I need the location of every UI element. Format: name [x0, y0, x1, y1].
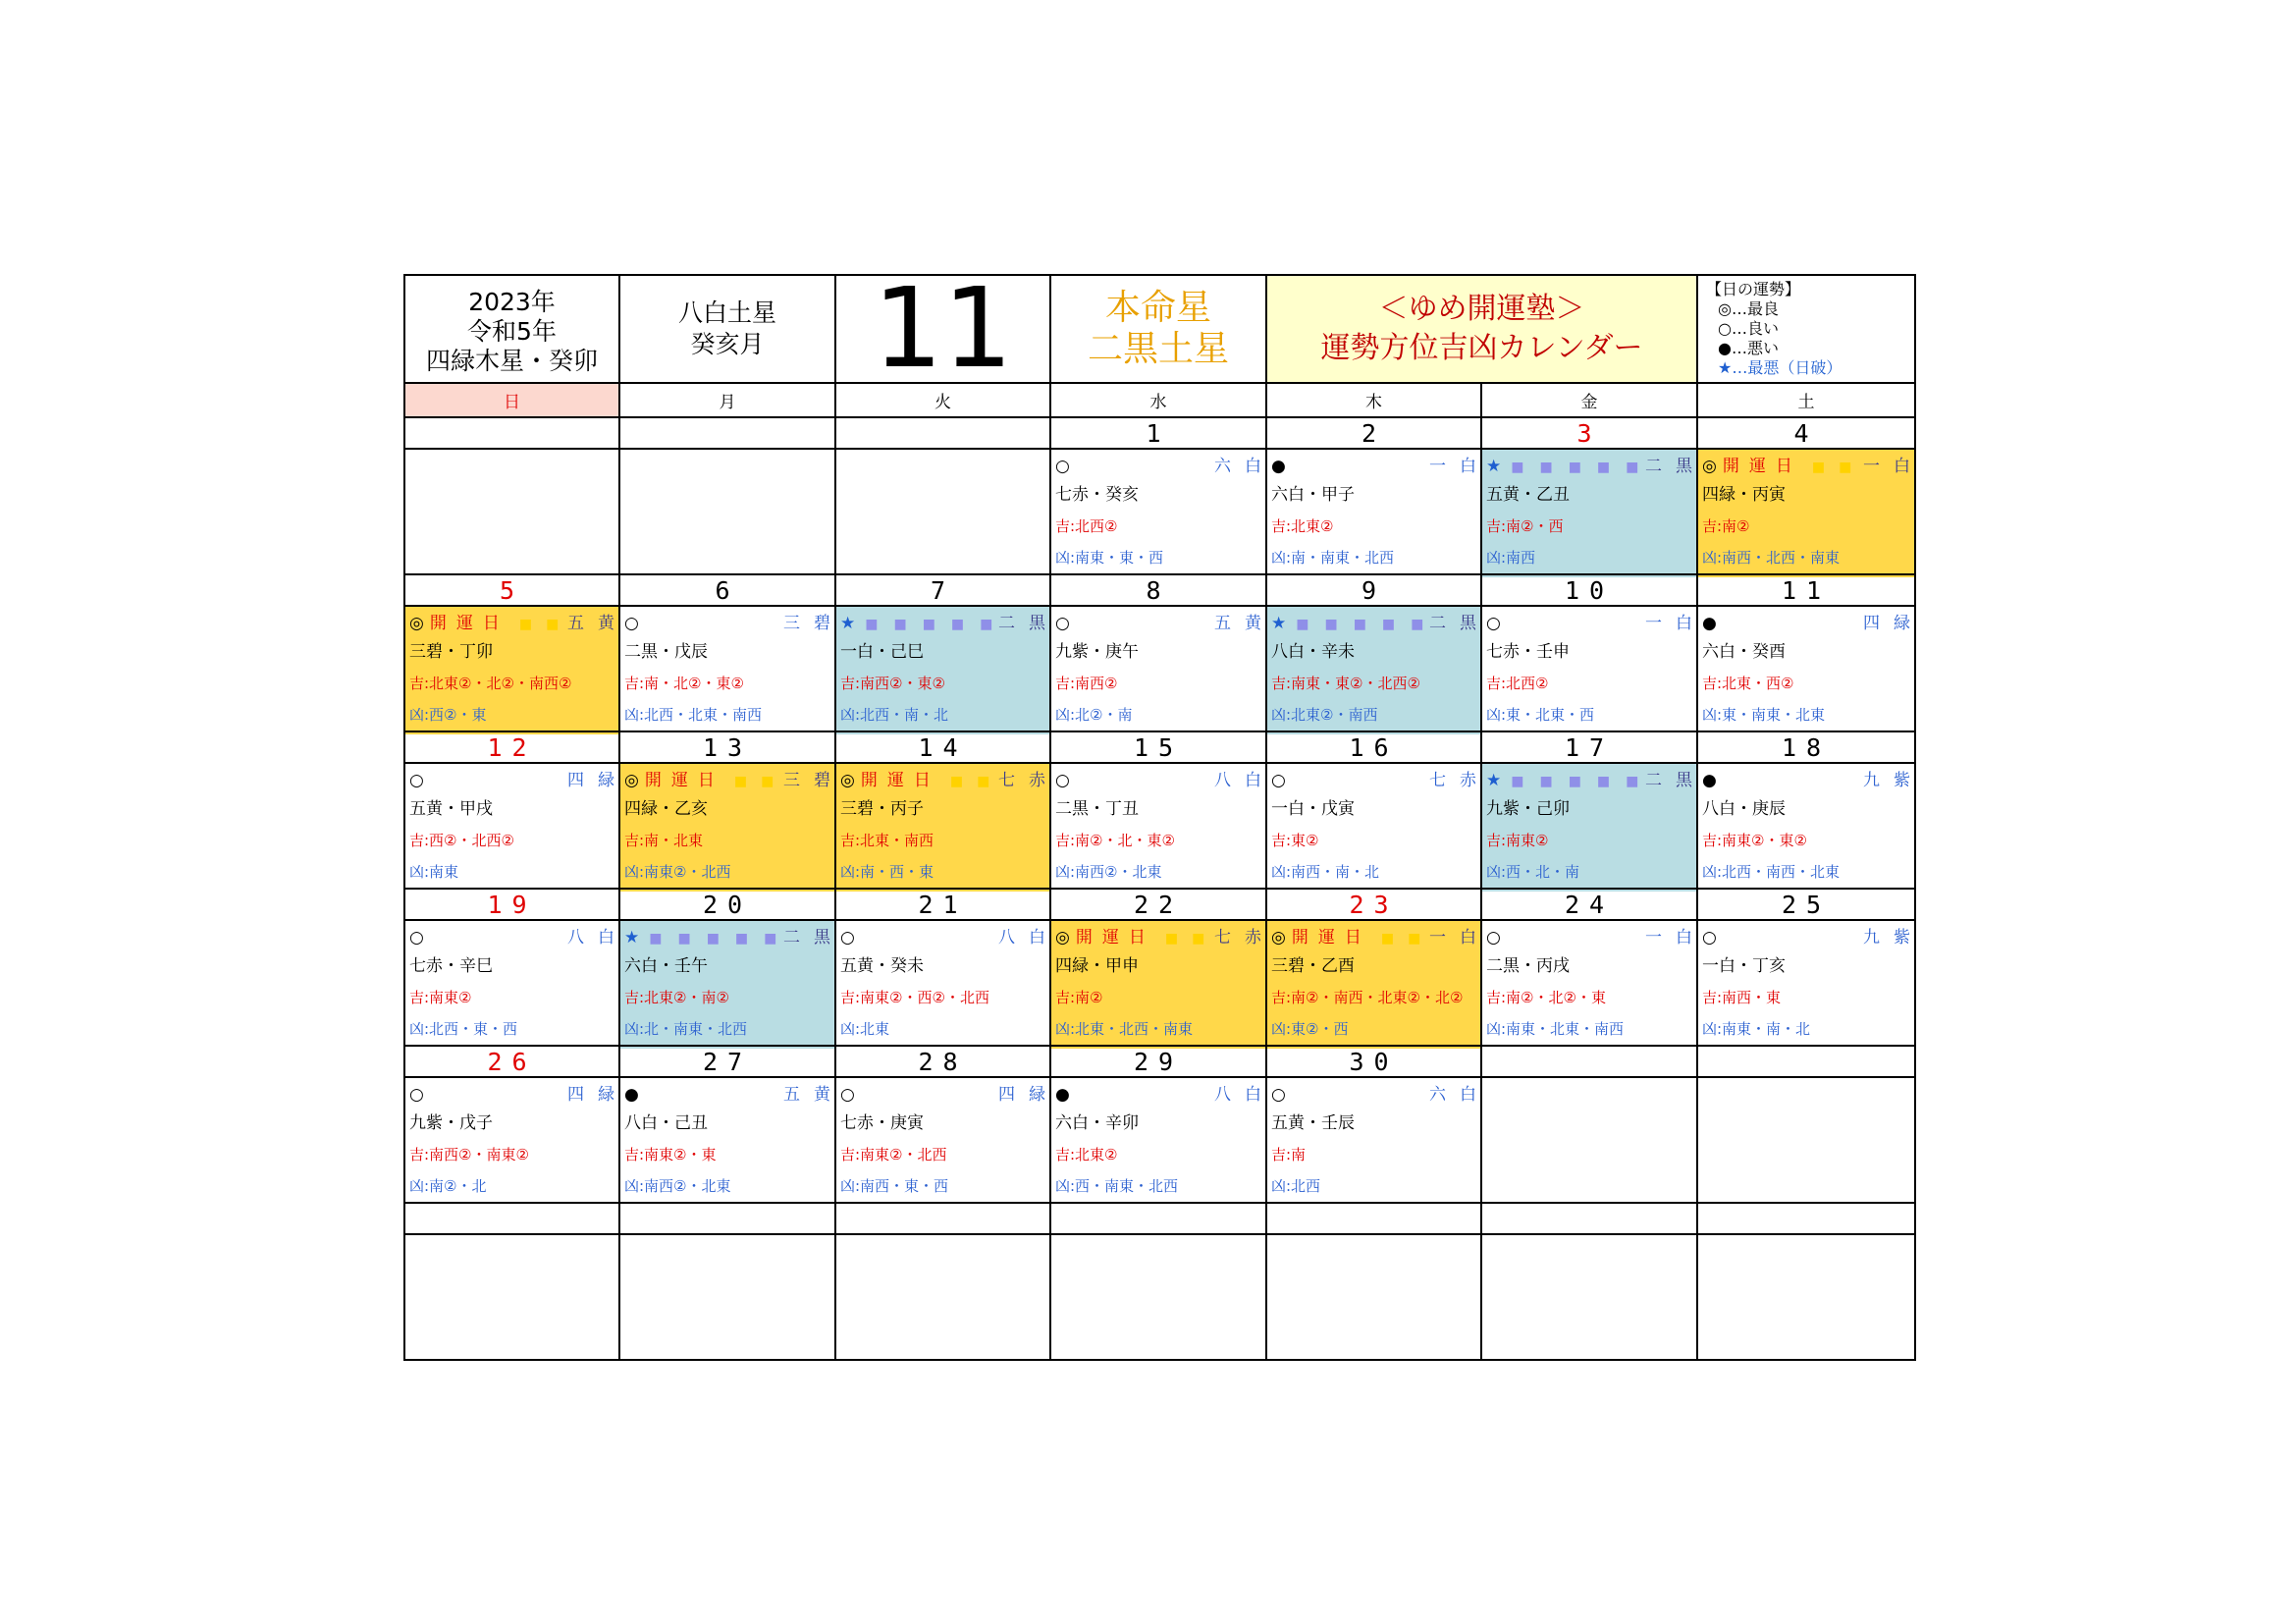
daily-kyusei: 八白: [998, 928, 1059, 947]
year-star-label: 四緑木星・癸卯: [425, 347, 598, 375]
day-star-kanshi: 五黄・壬辰: [1271, 1113, 1355, 1133]
unlucky-directions: 凶:北西・北東・南西: [624, 706, 763, 724]
day-detail-row: [404, 1234, 1915, 1360]
lucky-directions: 吉:南西②: [1055, 675, 1118, 692]
day-cell: [1697, 1234, 1915, 1360]
daily-kyusei: 四緑: [567, 771, 628, 790]
unlucky-directions: 凶:南東・南・北: [1702, 1020, 1811, 1038]
day-cell: [404, 1077, 628, 1203]
daily-kyusei: 八白: [567, 928, 628, 947]
unlucky-directions: 凶:東・北東・西: [1486, 706, 1595, 724]
daily-kyusei: 一白: [1863, 457, 1924, 476]
blue-square-icon: ■■■■■: [1511, 460, 1655, 475]
kaiun-label: 開運日: [1722, 457, 1802, 476]
bad-day-icon: ●: [1702, 614, 1717, 633]
best-day-icon: ◎: [409, 614, 424, 633]
day-number: 10: [1481, 574, 1697, 606]
worst-day-icon: ★: [840, 614, 856, 633]
day-cell: [404, 763, 628, 889]
day-number: 5: [404, 574, 619, 606]
daily-kyusei: 四緑: [567, 1085, 628, 1105]
bad-day-icon: ●: [624, 1085, 639, 1105]
daily-kyusei: 五黄: [1214, 614, 1275, 633]
good-day-icon: ○: [840, 928, 855, 947]
daily-kyusei: 三碧: [783, 614, 844, 633]
lucky-directions: 吉:北西②: [1486, 675, 1549, 692]
day-star-kanshi: 二黒・丙戌: [1486, 956, 1570, 976]
day-star-kanshi: 八白・庚辰: [1702, 799, 1786, 819]
day-number: 11: [1697, 574, 1915, 606]
lucky-directions: 吉:南: [1271, 1146, 1307, 1164]
day-number: 8: [1050, 574, 1266, 606]
blue-square-icon: ■■■■■: [1511, 774, 1655, 789]
month-kanshi-label: 癸亥月: [690, 330, 765, 358]
yellow-square-icon: ■■: [1164, 931, 1219, 947]
day-number: 25: [1697, 889, 1915, 920]
lucky-directions: 吉:北東②・南②: [624, 989, 729, 1006]
day-number: 18: [1697, 731, 1915, 763]
day-cell: [619, 920, 844, 1046]
day-cell: [1481, 920, 1706, 1046]
worst-day-icon: ★: [1486, 771, 1502, 790]
day-number: [1697, 1046, 1915, 1077]
day-number: 26: [404, 1046, 619, 1077]
legend-bad: ●…悪い: [1718, 339, 1779, 357]
unlucky-directions: 凶:南②・北: [409, 1177, 487, 1195]
day-cell: [1266, 1234, 1481, 1360]
lucky-directions: 吉:南東②: [1486, 832, 1549, 849]
unlucky-directions: 凶:南東・東・西: [1055, 549, 1164, 567]
yellow-square-icon: ■■: [949, 774, 1004, 789]
lucky-directions: 吉:南②: [1055, 989, 1103, 1006]
unlucky-directions: 凶:南・西・東: [840, 863, 934, 881]
weekday-fri: 金: [1481, 383, 1697, 417]
unlucky-directions: 凶:北・南東・北西: [624, 1020, 748, 1038]
day-star-kanshi: 六白・甲子: [1271, 485, 1355, 505]
day-number: 3: [1481, 417, 1697, 449]
daily-kyusei: 一白: [1645, 614, 1706, 633]
day-star-kanshi: 二黒・丁丑: [1055, 799, 1139, 819]
good-day-icon: ○: [409, 1085, 424, 1105]
daily-kyusei: 七赤: [998, 771, 1059, 790]
day-cell: [1050, 763, 1275, 889]
daily-kyusei: 四緑: [998, 1085, 1059, 1105]
day-number: 17: [1481, 731, 1697, 763]
day-number: 27: [619, 1046, 835, 1077]
unlucky-directions: 凶:南西・東・西: [840, 1177, 949, 1195]
day-cell: [1697, 449, 1924, 574]
day-number: 29: [1050, 1046, 1266, 1077]
yellow-square-icon: ■■: [1811, 460, 1866, 475]
unlucky-directions: 凶:西・北・南: [1486, 863, 1580, 881]
day-number: 4: [1697, 417, 1915, 449]
unlucky-directions: 凶:南東②・北西: [624, 863, 731, 881]
day-star-kanshi: 九紫・庚午: [1055, 642, 1139, 662]
daily-kyusei: 六白: [1429, 1085, 1490, 1105]
unlucky-directions: 凶:南西: [1486, 549, 1536, 567]
unlucky-directions: 凶:北②・南: [1055, 706, 1133, 724]
unlucky-directions: 凶:北西・南西・北東: [1702, 863, 1841, 881]
day-detail-row: [404, 920, 1915, 1046]
day-cell: [835, 763, 1059, 889]
day-cell: [1050, 606, 1275, 731]
day-star-kanshi: 七赤・辛巳: [409, 956, 493, 976]
day-number-row: [404, 417, 1915, 449]
day-cell: [619, 1234, 835, 1360]
kaiun-label: 開運日: [429, 614, 509, 633]
day-cell: [835, 920, 1059, 1046]
lucky-directions: 吉:南東・東②・北西②: [1271, 675, 1420, 692]
day-number: 14: [835, 731, 1050, 763]
day-cell: [835, 449, 1050, 574]
day-cell: [1050, 1234, 1266, 1360]
legend-title: 【日の運勢】: [1706, 280, 1801, 298]
lucky-directions: 吉:南東②・東②: [1702, 832, 1807, 849]
lucky-directions: 吉:南西・東: [1702, 989, 1782, 1006]
lucky-directions: 吉:南②: [1702, 517, 1750, 535]
day-cell: [1266, 920, 1490, 1046]
kaiun-label: 開運日: [644, 771, 724, 790]
bad-day-icon: ●: [1702, 771, 1717, 790]
worst-day-icon: ★: [1271, 614, 1287, 633]
day-cell: [1266, 1077, 1490, 1203]
title-box: [1266, 275, 1697, 383]
day-number-row: [404, 731, 1915, 763]
day-cell: [1481, 1077, 1697, 1203]
yellow-square-icon: ■■: [1380, 931, 1435, 947]
day-number-row: [404, 889, 1915, 920]
day-star-kanshi: 六白・辛卯: [1055, 1113, 1139, 1133]
unlucky-directions: 凶:南西・南・北: [1271, 863, 1380, 881]
good-day-icon: ○: [624, 614, 639, 633]
month-star-label: 八白土星: [677, 298, 776, 327]
lucky-directions: 吉:南・北②・東②: [624, 675, 744, 692]
daily-kyusei: 七赤: [1429, 771, 1490, 790]
daily-kyusei: 一白: [1429, 457, 1490, 476]
title-line-2: 運勢方位吉凶カレンダー: [1320, 331, 1643, 365]
day-star-kanshi: 一白・己巳: [840, 642, 924, 662]
day-star-kanshi: 六白・癸酉: [1702, 642, 1786, 662]
best-day-icon: ◎: [1702, 457, 1717, 476]
lucky-directions: 吉:南東②・西②・北西: [840, 989, 989, 1006]
good-day-icon: ○: [1271, 771, 1286, 790]
good-day-icon: ○: [1486, 928, 1501, 947]
legend-best: ◎…最良: [1718, 299, 1779, 318]
title-line-1: ＜ゆめ開運塾＞: [1378, 292, 1585, 326]
daily-kyusei: 三碧: [783, 771, 844, 790]
day-star-kanshi: 七赤・癸亥: [1055, 485, 1139, 505]
unlucky-directions: 凶:東・南東・北東: [1702, 706, 1826, 724]
unlucky-directions: 凶:西・南東・北西: [1055, 1177, 1179, 1195]
legend-good: ○…良い: [1718, 319, 1779, 338]
legend-worst: ★…最悪（日破）: [1718, 358, 1842, 377]
unlucky-directions: 凶:北東②・南西: [1271, 706, 1378, 724]
day-cell: [1697, 920, 1924, 1046]
era-label: 令和5年: [467, 317, 557, 346]
day-number: [1697, 1203, 1915, 1234]
day-number: 15: [1050, 731, 1266, 763]
unlucky-directions: 凶:南西②・北東: [1055, 863, 1162, 881]
good-day-icon: ○: [1055, 457, 1070, 476]
day-star-kanshi: 六白・壬午: [624, 956, 708, 976]
good-day-icon: ○: [1055, 614, 1070, 633]
honmei-box: [1050, 275, 1266, 383]
daily-kyusei: 八白: [1214, 771, 1275, 790]
day-star-kanshi: 二黒・戊辰: [624, 642, 708, 662]
day-number: [1050, 1203, 1266, 1234]
day-number-row: [404, 1046, 1915, 1077]
good-day-icon: ○: [1271, 1085, 1286, 1105]
day-detail-row: [404, 1077, 1915, 1203]
day-cell: [1050, 920, 1275, 1046]
day-cell: [404, 1234, 619, 1360]
day-star-kanshi: 七赤・庚寅: [840, 1113, 924, 1133]
day-number: 24: [1481, 889, 1697, 920]
day-star-kanshi: 五黄・癸未: [840, 956, 924, 976]
daily-kyusei: 五黄: [783, 1085, 844, 1105]
daily-kyusei: 九紫: [1863, 928, 1924, 947]
unlucky-directions: 凶:南・南東・北西: [1271, 549, 1395, 567]
day-number: 19: [404, 889, 619, 920]
day-star-kanshi: 八白・辛未: [1271, 642, 1355, 662]
day-number: [619, 417, 835, 449]
daily-kyusei: 八白: [1214, 1085, 1275, 1105]
bad-day-icon: ●: [1271, 457, 1286, 476]
weekday-row: [404, 383, 1915, 417]
good-day-icon: ○: [1702, 928, 1717, 947]
unlucky-directions: 凶:西②・東: [409, 706, 487, 724]
day-number: 2: [1266, 417, 1481, 449]
day-number: [1481, 1203, 1697, 1234]
legend-box: [1697, 275, 1915, 383]
weekday-sun: 日: [404, 383, 619, 417]
lucky-directions: 吉:北東②: [1271, 517, 1334, 535]
day-cell: [835, 1077, 1059, 1203]
day-cell: [619, 763, 844, 889]
honmei-star: 二黒土星: [1087, 329, 1229, 369]
day-star-kanshi: 三碧・丁卯: [409, 642, 493, 662]
day-cell: [1481, 449, 1706, 574]
day-cell: [404, 606, 628, 731]
unlucky-directions: 凶:北西・東・西: [409, 1020, 518, 1038]
unlucky-directions: 凶:南東・北東・南西: [1486, 1020, 1625, 1038]
blue-square-icon: ■■■■■: [649, 931, 793, 947]
lucky-directions: 吉:南東②: [409, 989, 472, 1006]
daily-kyusei: 二黒: [783, 928, 844, 947]
lucky-directions: 吉:南②・西: [1486, 517, 1564, 535]
daily-kyusei: 六白: [1214, 457, 1275, 476]
day-star-kanshi: 五黄・甲戌: [409, 799, 493, 819]
lucky-directions: 吉:南②・南西・北東②・北②: [1271, 989, 1464, 1006]
daily-kyusei: 二黒: [998, 614, 1059, 633]
day-number: 22: [1050, 889, 1266, 920]
daily-kyusei: 二黒: [1645, 771, 1706, 790]
day-number: 6: [619, 574, 835, 606]
lucky-directions: 吉:北東・西②: [1702, 675, 1794, 692]
day-cell: [1697, 763, 1924, 889]
lucky-directions: 吉:北東・南西: [840, 832, 934, 849]
year-label: 2023年: [468, 288, 556, 316]
daily-kyusei: 五黄: [567, 614, 628, 633]
good-day-icon: ○: [840, 1085, 855, 1105]
lucky-directions: 吉:西②・北西②: [409, 832, 514, 849]
daily-kyusei: 一白: [1429, 928, 1490, 947]
day-star-kanshi: 三碧・丙子: [840, 799, 924, 819]
kaiun-label: 開運日: [1291, 928, 1371, 947]
lucky-directions: 吉:南②・北②・東: [1486, 989, 1606, 1006]
bad-day-icon: ●: [1055, 1085, 1070, 1105]
day-star-kanshi: 九紫・戊子: [409, 1113, 493, 1133]
month-number: 11: [873, 265, 1013, 393]
day-number: [1481, 1046, 1697, 1077]
daily-kyusei: 七赤: [1214, 928, 1275, 947]
good-day-icon: ○: [409, 928, 424, 947]
blue-square-icon: ■■■■■: [1296, 617, 1440, 632]
day-number: [404, 1203, 619, 1234]
day-cell: [835, 1234, 1050, 1360]
lucky-directions: 吉:北西②: [1055, 517, 1118, 535]
day-number: [404, 417, 619, 449]
day-cell: [1481, 1234, 1697, 1360]
day-detail-row: [404, 606, 1915, 731]
day-detail-row: [404, 449, 1915, 574]
day-cell: [619, 606, 844, 731]
yellow-square-icon: ■■: [733, 774, 788, 789]
good-day-icon: ○: [1486, 614, 1501, 633]
weekday-sat: 土: [1697, 383, 1915, 417]
day-star-kanshi: 九紫・己卯: [1486, 799, 1570, 819]
lucky-directions: 吉:南東②・北西: [840, 1146, 947, 1164]
day-cell: [1481, 606, 1706, 731]
unlucky-directions: 凶:北西: [1271, 1177, 1321, 1195]
yellow-square-icon: ■■: [518, 617, 573, 632]
day-cell: [1697, 1077, 1915, 1203]
day-cell: [1266, 449, 1490, 574]
good-day-icon: ○: [1055, 771, 1070, 790]
year-box: [404, 275, 619, 383]
day-number: 9: [1266, 574, 1481, 606]
weekday-thu: 木: [1266, 383, 1481, 417]
kaiun-label: 開運日: [860, 771, 940, 790]
lucky-directions: 吉:北東②・北②・南西②: [409, 675, 572, 692]
day-number: 12: [404, 731, 619, 763]
day-number: 7: [835, 574, 1050, 606]
best-day-icon: ◎: [840, 771, 855, 790]
header-row: [404, 275, 1915, 383]
day-cell: [1266, 606, 1490, 731]
day-star-kanshi: 一白・丁亥: [1702, 956, 1786, 976]
daily-kyusei: 四緑: [1863, 614, 1924, 633]
day-cell: [1266, 763, 1490, 889]
day-cell: [1481, 763, 1706, 889]
day-cell: [835, 606, 1059, 731]
day-star-kanshi: 七赤・壬申: [1486, 642, 1570, 662]
day-number-row: [404, 1203, 1915, 1234]
honmei-label: 本命星: [1104, 288, 1211, 328]
lucky-directions: 吉:南西②・南東②: [409, 1146, 529, 1164]
day-number: [835, 417, 1050, 449]
month-star-box: [619, 275, 835, 383]
best-day-icon: ◎: [1271, 928, 1286, 947]
unlucky-directions: 凶:南西・北西・南東: [1702, 549, 1841, 567]
daily-kyusei: 二黒: [1645, 457, 1706, 476]
day-number: 23: [1266, 889, 1481, 920]
day-number-row: [404, 574, 1915, 606]
daily-kyusei: 二黒: [1429, 614, 1490, 633]
kaiun-label: 開運日: [1075, 928, 1155, 947]
lucky-directions: 吉:東②: [1271, 832, 1319, 849]
fortune-calendar: [403, 265, 1924, 1361]
good-day-icon: ○: [409, 771, 424, 790]
unlucky-directions: 凶:北東: [840, 1020, 890, 1038]
day-star-kanshi: 五黄・乙丑: [1486, 485, 1570, 505]
day-cell: [404, 920, 628, 1046]
best-day-icon: ◎: [1055, 928, 1070, 947]
worst-day-icon: ★: [1486, 457, 1502, 476]
day-cell: [619, 449, 835, 574]
day-number: 1: [1050, 417, 1266, 449]
day-star-kanshi: 三碧・乙酉: [1271, 956, 1355, 976]
day-star-kanshi: 四緑・乙亥: [624, 799, 708, 819]
unlucky-directions: 凶:北西・南・北: [840, 706, 949, 724]
day-detail-row: [404, 763, 1915, 889]
unlucky-directions: 凶:東②・西: [1271, 1020, 1349, 1038]
weekday-wed: 水: [1050, 383, 1266, 417]
lucky-directions: 吉:南東②・東: [624, 1146, 717, 1164]
lucky-directions: 吉:南西②・東②: [840, 675, 945, 692]
day-number: [835, 1203, 1050, 1234]
day-star-kanshi: 四緑・丙寅: [1702, 485, 1786, 505]
day-number: 20: [619, 889, 835, 920]
daily-kyusei: 九紫: [1863, 771, 1924, 790]
unlucky-directions: 凶:北東・北西・南東: [1055, 1020, 1194, 1038]
lucky-directions: 吉:南・北東: [624, 832, 704, 849]
day-star-kanshi: 一白・戊寅: [1271, 799, 1355, 819]
day-number: 28: [835, 1046, 1050, 1077]
daily-kyusei: 一白: [1645, 928, 1706, 947]
day-cell: [1050, 1077, 1275, 1203]
day-star-kanshi: 四緑・甲申: [1055, 956, 1139, 976]
day-number: [619, 1203, 835, 1234]
day-cell: [404, 449, 619, 574]
day-cell: [1050, 449, 1275, 574]
lucky-directions: 吉:南②・北・東②: [1055, 832, 1175, 849]
best-day-icon: ◎: [624, 771, 639, 790]
lucky-directions: 吉:北東②: [1055, 1146, 1118, 1164]
day-cell: [619, 1077, 844, 1203]
day-number: [1266, 1203, 1481, 1234]
day-number: 21: [835, 889, 1050, 920]
unlucky-directions: 凶:南西②・北東: [624, 1177, 731, 1195]
day-number: 16: [1266, 731, 1481, 763]
day-number: 30: [1266, 1046, 1481, 1077]
weekday-mon: 月: [619, 383, 835, 417]
blue-square-icon: ■■■■■: [865, 617, 1009, 632]
day-number: 13: [619, 731, 835, 763]
day-cell: [1697, 606, 1924, 731]
worst-day-icon: ★: [624, 928, 640, 947]
month-number-box: [835, 265, 1050, 393]
unlucky-directions: 凶:南東: [409, 863, 459, 881]
weekday-tue: 火: [835, 383, 1050, 417]
day-star-kanshi: 八白・己丑: [624, 1113, 708, 1133]
